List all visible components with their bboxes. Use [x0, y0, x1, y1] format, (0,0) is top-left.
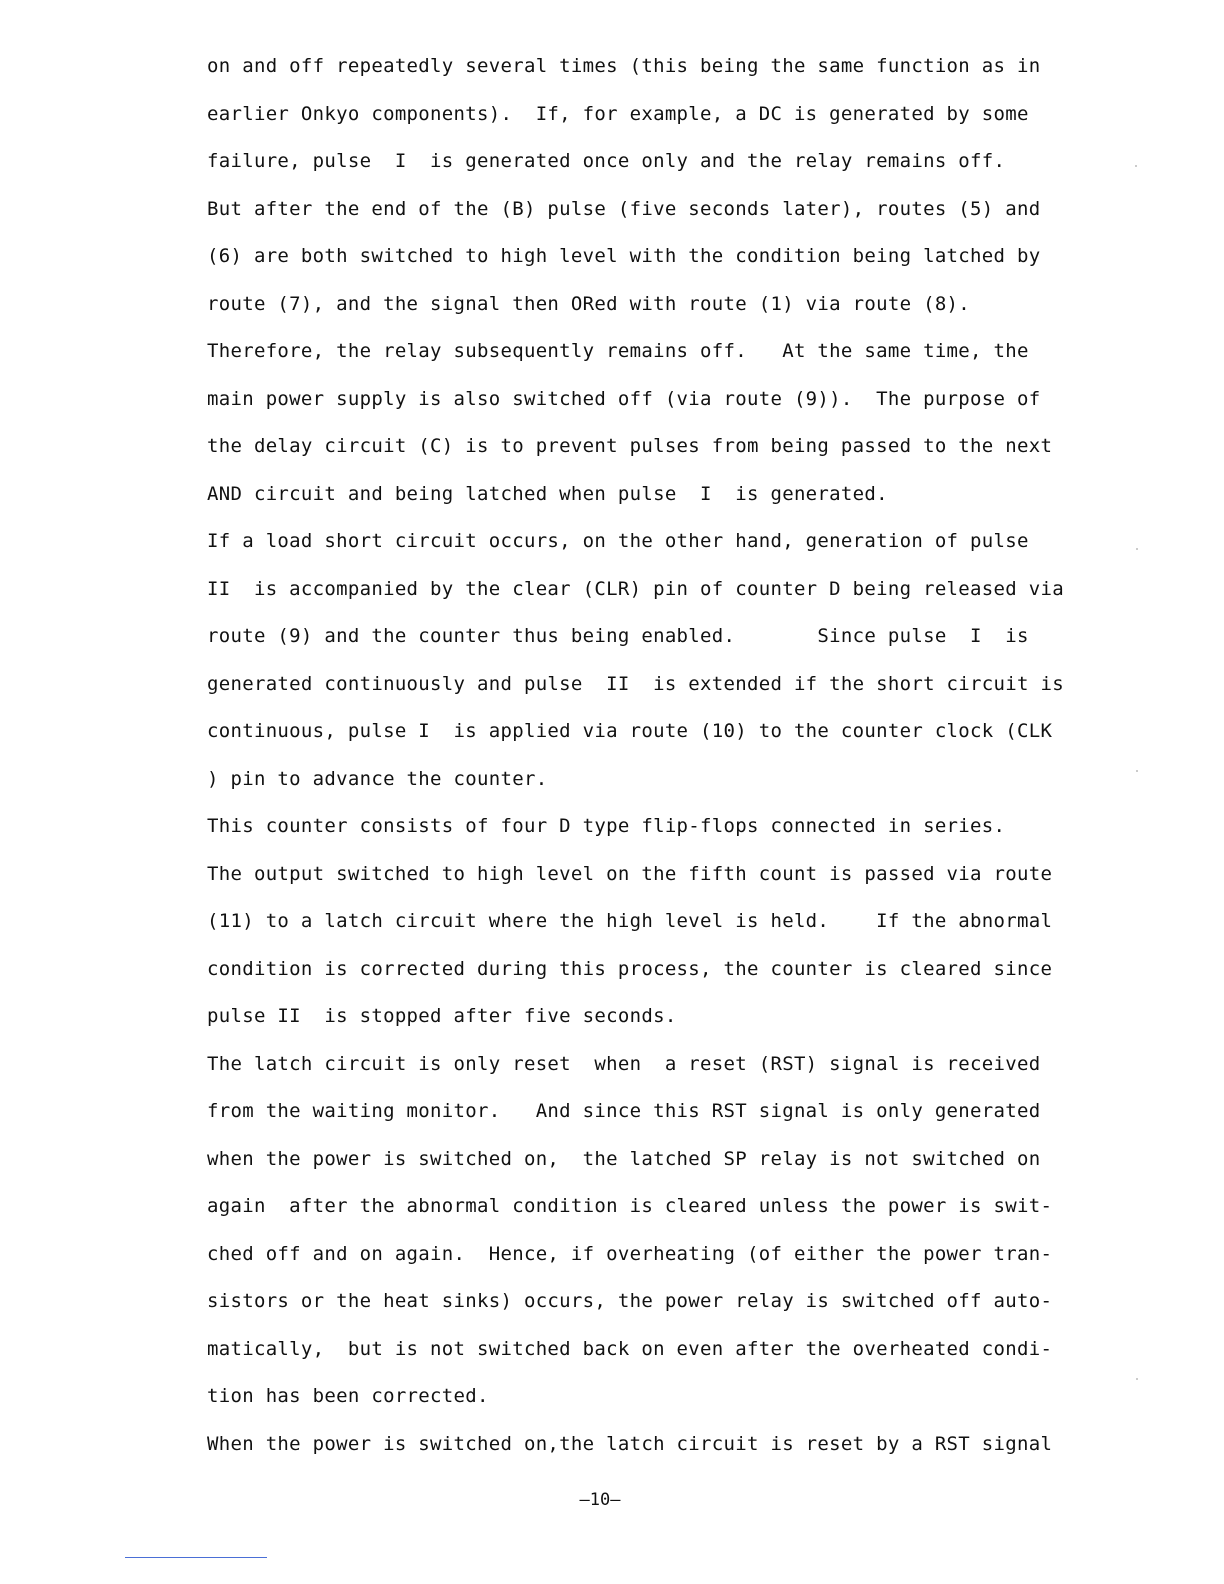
text-line: from the waiting monitor. And since this RST signal is only generated	[207, 1100, 1041, 1122]
text-line: route (9) and the counter thus being enabled. Since pulse I is	[207, 625, 1029, 647]
text-line: sistors or the heat sinks) occurs, the power relay is switched off auto-	[207, 1290, 1053, 1312]
text-line: on and off repeatedly several times (this being the same function as in	[207, 55, 1041, 77]
text-line: (11) to a latch circuit where the high level is held. If the abnormal	[207, 910, 1053, 932]
text-line: route (7), and the signal then ORed with route (1) via route (8).	[207, 292, 971, 315]
scan-speck	[1136, 1378, 1138, 1380]
text-line: ched off and on again. Hence, if overheating (of either the power tran-	[207, 1242, 1053, 1265]
text-line: This counter consists of four D type flip-flops connected in series.	[207, 815, 1006, 837]
text-line: When the power is switched on,the latch circuit is reset by a RST signal	[207, 1432, 1053, 1455]
text-line: (6) are both switched to high level with the condition being latched by	[207, 245, 1041, 267]
text-line: The latch circuit is only reset when a reset (RST) signal is received	[207, 1052, 1041, 1075]
body-text	[207, 50, 1064, 1475]
text-line: main power supply is also switched off (via route (9)). The purpose of	[207, 387, 1041, 410]
footer-rule	[125, 1557, 267, 1558]
text-line: generated continuously and pulse II is extended if the short circuit is	[207, 672, 1064, 695]
text-line: Therefore, the relay subsequently remains off. At the same time, the	[207, 340, 1029, 362]
text-line: AND circuit and being latched when pulse I is generated.	[207, 482, 888, 505]
text-line: condition is corrected during this process, the counter is cleared since	[207, 957, 1053, 980]
text-line: The output switched to high level on the fifth count is passed via route	[207, 862, 1053, 885]
text-line: failure, pulse I is generated once only and the relay remains off.	[207, 150, 1006, 172]
scan-speck	[1136, 548, 1138, 550]
text-line: If a load short circuit occurs, on the other hand, generation of pulse	[207, 530, 1029, 552]
text-line: continuous, pulse I is applied via route (10) to the counter clock (CLK	[207, 720, 1053, 742]
text-line: tion has been corrected.	[207, 1385, 489, 1407]
page-number: —10—	[579, 1490, 621, 1510]
text-line: ) pin to advance the counter.	[207, 767, 548, 790]
text-line: pulse II is stopped after five seconds.	[207, 1005, 677, 1027]
scan-speck	[1136, 770, 1138, 772]
text-line: matically, but is not switched back on even after the overheated condi-	[207, 1337, 1053, 1360]
scan-speck	[1135, 165, 1137, 167]
text-line: the delay circuit (C) is to prevent pulses from being passed to the next	[207, 435, 1053, 457]
text-line: earlier Onkyo components). If, for example, a DC is generated by some	[207, 102, 1029, 125]
text-line: But after the end of the (B) pulse (five seconds later), routes (5) and	[207, 197, 1041, 220]
text-line: II is accompanied by the clear (CLR) pin of counter D being released via	[207, 577, 1064, 600]
text-line: when the power is switched on, the latched SP relay is not switched on	[207, 1147, 1041, 1170]
text-line: again after the abnormal condition is cleared unless the power is swit-	[207, 1195, 1053, 1217]
